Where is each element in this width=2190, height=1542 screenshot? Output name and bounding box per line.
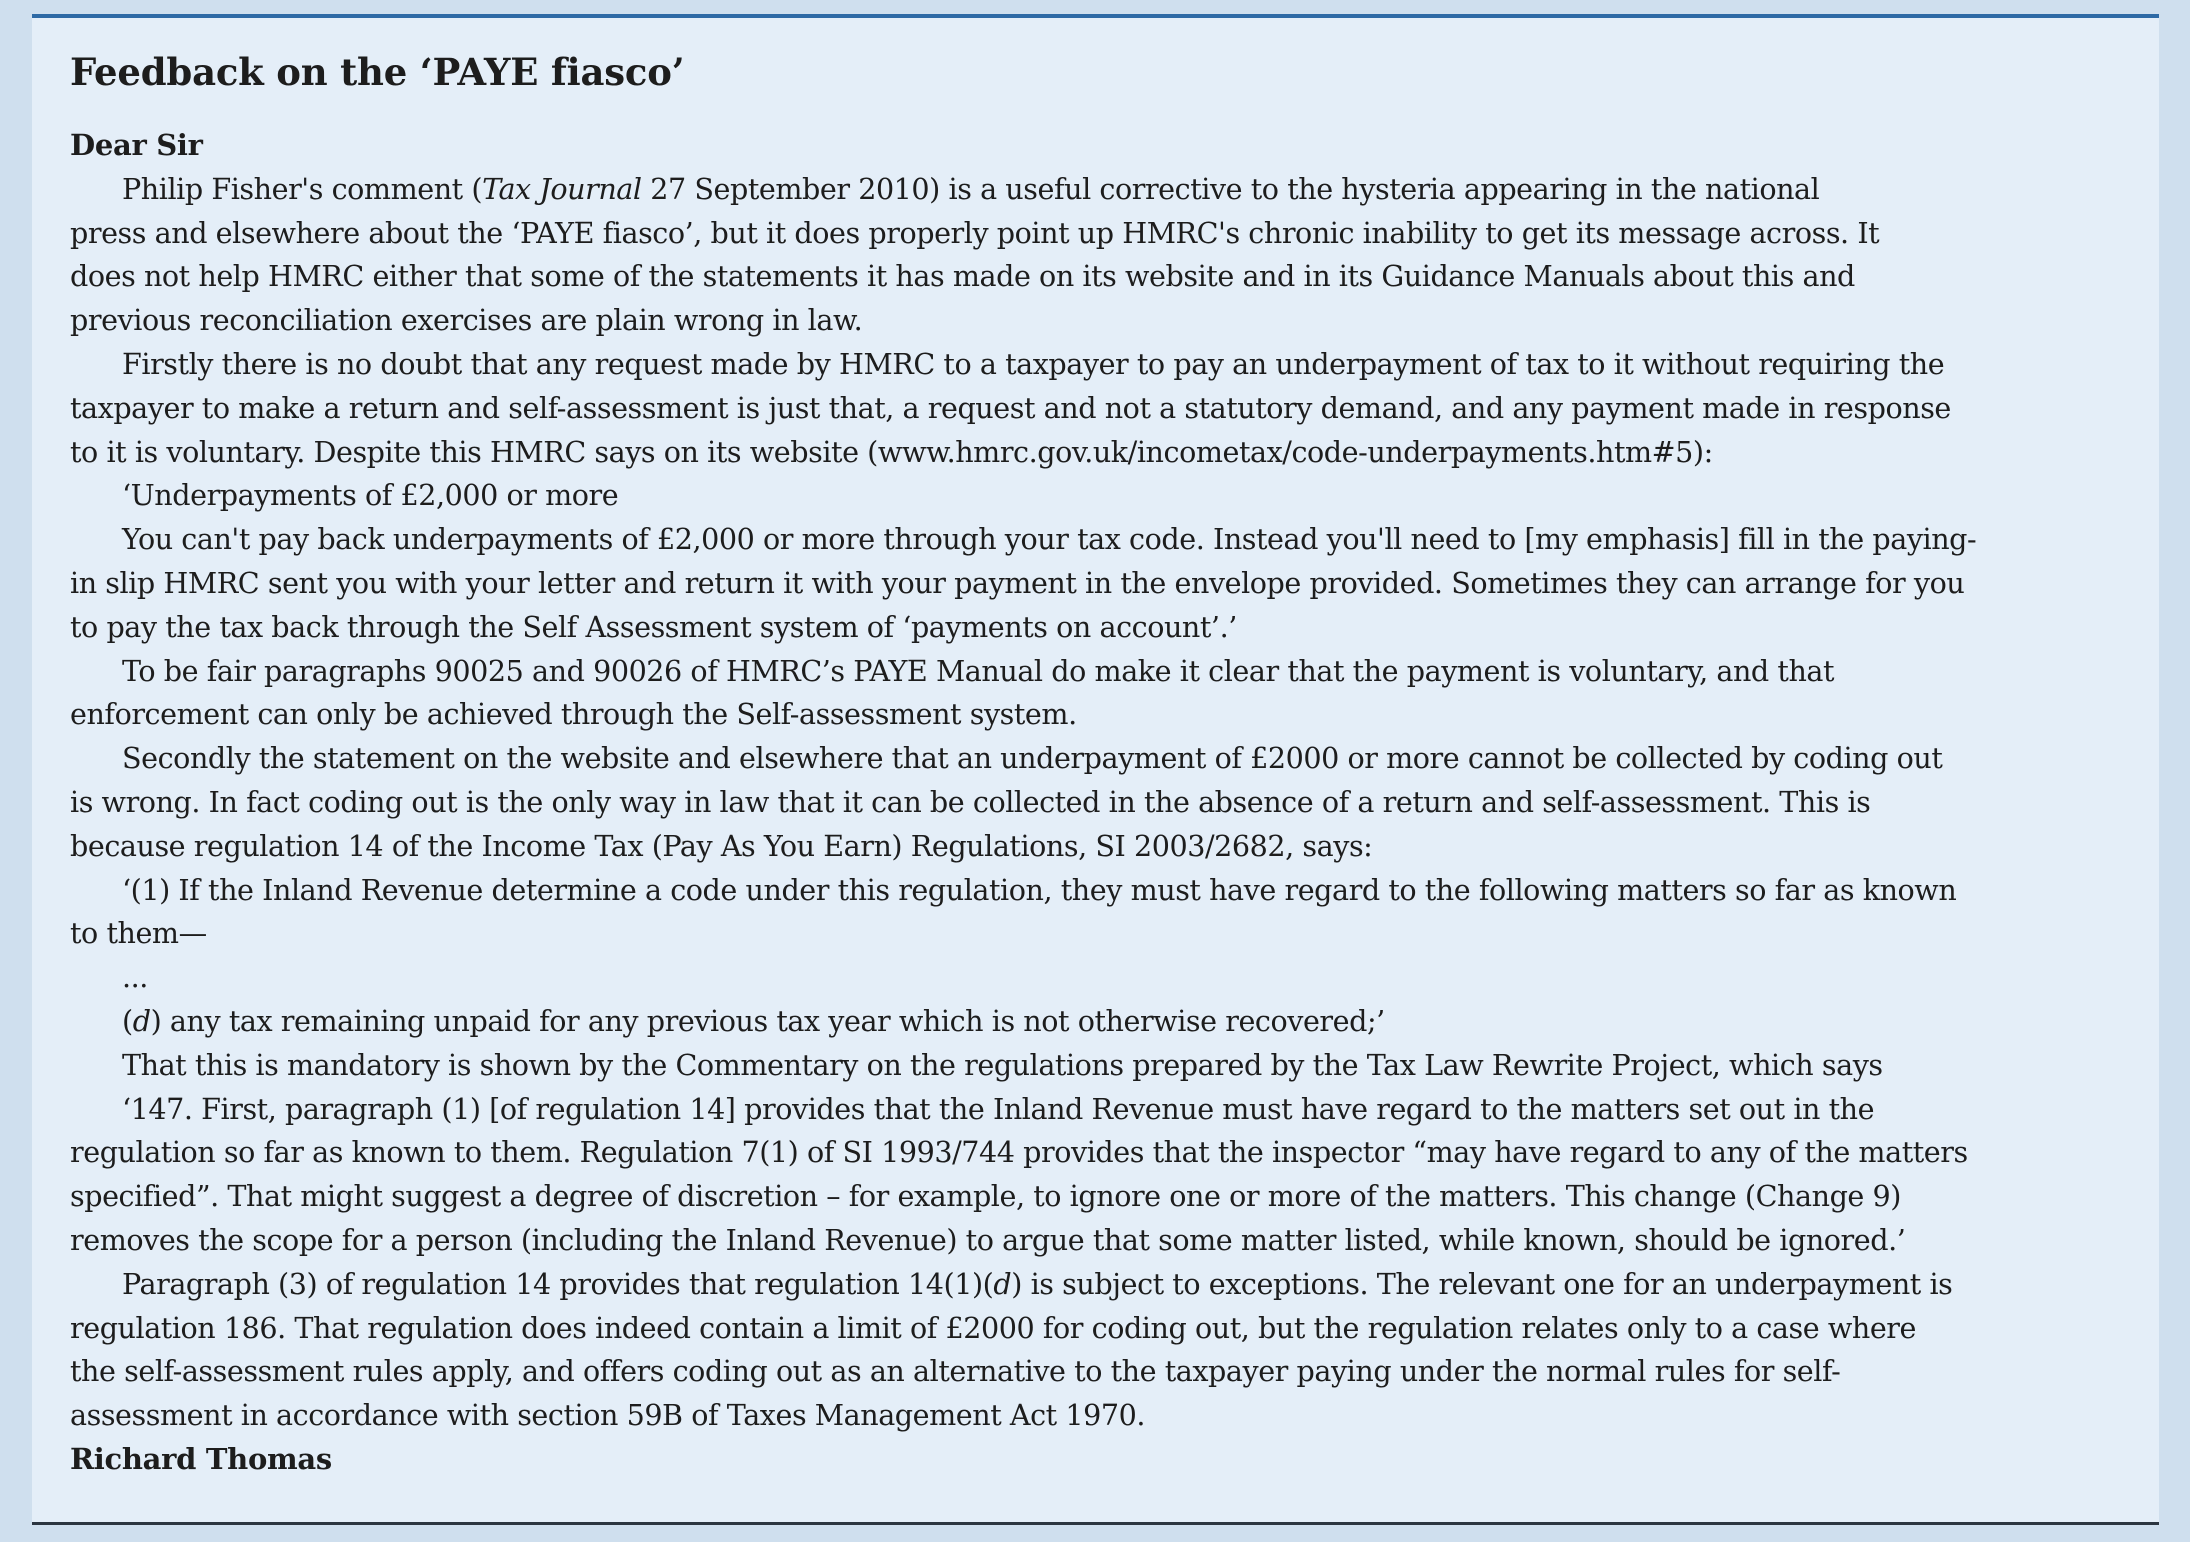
text-line: does not help HMRC either that some of the statements it has made on its website and in its Guidance Manuals about this and — [70, 259, 1855, 294]
text-line: Secondly the statement on the website and elsewhere that an underpayment of £2000 or more cannot be collected by coding out — [122, 741, 1943, 776]
text-line: You can't pay back underpayments of £2,000 or more through your tax code. Instead you'll need to [my emphasis] fill in the paying- — [122, 522, 1977, 557]
paragraph-list — [70, 168, 2152, 1438]
text-line: specified”. That might suggest a degree of discretion – for example, to ignore one or more of the matters. This change (Change 9) — [70, 1179, 1901, 1214]
text-line: That this is mandatory is shown by the Commentary on the regulations prepared by the Tax Law Rewrite Project, which says — [122, 1047, 1883, 1082]
text-line: to them— — [70, 916, 207, 951]
text-line — [70, 1000, 2152, 1044]
paragraph — [70, 650, 2152, 738]
paragraph — [70, 1263, 2152, 1438]
text-segment: Paragraph (3) of regulation 14 provides that regulation 14(1)( — [122, 1266, 994, 1301]
letter-content — [70, 50, 2152, 1482]
text-line: regulation 186. That regulation does indeed contain a limit of £2000 for coding out, but the regulation relates only to a case where — [70, 1310, 1916, 1345]
paragraph — [70, 737, 2152, 868]
text-line — [70, 1263, 2152, 1307]
paragraph — [70, 518, 2152, 649]
italic-segment: d — [132, 1003, 151, 1038]
paragraph — [70, 956, 2152, 1000]
italic-segment: Tax Journal — [482, 171, 642, 206]
text-segment: Philip Fisher's comment ( — [122, 171, 483, 206]
paragraph — [70, 1044, 2152, 1088]
salutation: Dear Sir — [70, 128, 203, 162]
text-line: regulation so far as known to them. Regulation 7(1) of SI 1993/744 provides that the inspector “may have regard to any of the matters — [70, 1135, 1968, 1170]
italic-segment: d — [993, 1266, 1012, 1301]
paragraph — [70, 869, 2152, 957]
text-segment: 27 September 2010) is a useful corrective to the hysteria appearing in the national — [641, 171, 1820, 206]
paragraph — [70, 1000, 2152, 1044]
letter-panel — [32, 14, 2159, 1525]
paragraph — [70, 1088, 2152, 1263]
text-line: in slip HMRC sent you with your letter and return it with your payment in the envelope provided. Sometimes they can arrange for you — [70, 565, 1965, 600]
text-segment: ) is subject to exceptions. The relevant one for an underpayment is — [1011, 1266, 1953, 1301]
text-line — [70, 168, 2152, 212]
paragraph — [70, 474, 2152, 518]
text-line: ‘Underpayments of £2,000 or more — [122, 478, 619, 513]
text-line: to it is voluntary. Despite this HMRC says on its website (www.hmrc.gov.uk/incometax/code-underpayments.htm#5): — [70, 434, 1713, 469]
letter-title: Feedback on the ‘PAYE fiasco’ — [70, 50, 685, 94]
text-line: assessment in accordance with section 59B of Taxes Management Act 1970. — [70, 1398, 1145, 1433]
letter-body — [70, 124, 2152, 1482]
text-line: ‘147. First, paragraph (1) [of regulation 14] provides that the Inland Revenue must have regard to the matters set out in the — [122, 1091, 1875, 1126]
text-segment: ) any tax remaining unpaid for any previous tax year which is not otherwise recovered;’ — [150, 1003, 1385, 1038]
text-line: ... — [122, 960, 148, 995]
text-line: because regulation 14 of the Income Tax (Pay As You Earn) Regulations, SI 2003/2682, says: — [70, 828, 1373, 863]
text-line: To be fair paragraphs 90025 and 90026 of HMRC’s PAYE Manual do make it clear that the payment is voluntary, and that — [122, 653, 1835, 688]
text-segment: ( — [122, 1003, 133, 1038]
text-line: the self-assessment rules apply, and offers coding out as an alternative to the taxpayer paying under the normal rules for self- — [70, 1354, 1841, 1389]
text-line: to pay the tax back through the Self Assessment system of ‘payments on account’.’ — [70, 609, 1237, 644]
paragraph — [70, 168, 2152, 343]
text-line: enforcement can only be achieved through the Self-assessment system. — [70, 697, 1077, 732]
text-line: press and elsewhere about the ‘PAYE fiasco’, but it does properly point up HMRC's chronic inability to get its message across. It — [70, 215, 1880, 250]
paragraph — [70, 343, 2152, 474]
text-line: ‘(1) If the Inland Revenue determine a code under this regulation, they must have regard to the following matters so far as known — [122, 872, 1957, 907]
text-line: removes the scope for a person (including the Inland Revenue) to argue that some matter listed, while known, should be ignored.’ — [70, 1222, 1906, 1257]
text-line: taxpayer to make a return and self-assessment is just that, a request and not a statutory demand, and any payment made in response — [70, 390, 1951, 425]
text-line: is wrong. In fact coding out is the only way in law that it can be collected in the absence of a return and self-assessment. This is — [70, 784, 1871, 819]
text-line: previous reconciliation exercises are plain wrong in law. — [70, 303, 863, 338]
text-line: Firstly there is no doubt that any request made by HMRC to a taxpayer to pay an underpayment of tax to it without requiring the — [122, 346, 1945, 381]
signature: Richard Thomas — [70, 1441, 332, 1476]
